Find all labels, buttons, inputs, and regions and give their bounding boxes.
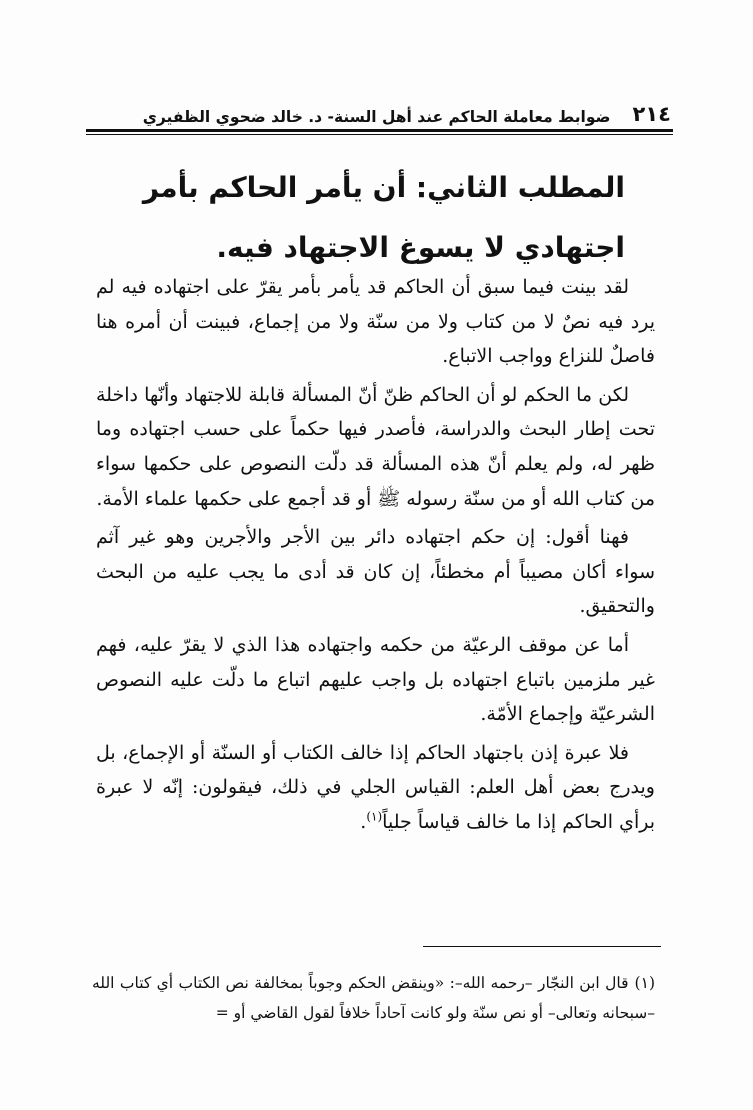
page-number: ٢١٤ [632, 102, 671, 126]
paragraph: أما عن موقف الرعيّة من حكمه واجتهاده هذا الذي لا يقرّ عليه، فهم غير ملزمين باتباع اجتهاده بل واجب عليهم اتباع ما دلّت عليه النصوص الشرعيّة وإجماع الأمّة. [96, 633, 655, 726]
footnote-reference[interactable]: (١) [366, 809, 383, 824]
paragraph-last-end: . [360, 810, 367, 833]
running-header [88, 92, 671, 126]
header-rule [86, 129, 673, 132]
running-title: ضوابط معاملة الحاكم عند أهل السنة- د. خالد ضحوي الظفيري [142, 108, 611, 126]
paragraph-last [96, 736, 655, 840]
section-heading-lead: المطلب الثاني [427, 171, 625, 204]
paragraph: لقد بينت فيما سبق أن الحاكم قد يأمر بأمر يقرّ على اجتهاده فيه لم يرد فيه نصٌ لا من كتاب ولا من سنّة ولا من إجماع، فبينت أن أمره هنا فاصلٌ للنزاع وواجب الاتباع. [96, 276, 655, 368]
footnote-text: قال ابن النجّار –رحمه الله–: «وينقض الحكم وجوباً بمخالفة نص الكتاب أي كتاب الله –سبحانه وتعالى– أو نص سنّة ولو كانت آحاداً خلافاً لقول القاضي أو = [92, 974, 655, 1022]
body-text [96, 270, 655, 840]
paragraph: فهنا أقول: إن حكم اجتهاده دائر بين الأجر والأجرين وهو غير آثم سواء أكان مصيباً أم مخطئاً، إن كان قد أدى ما يجب عليه من البحث والتحقيق. [96, 526, 655, 618]
paragraph: لكن ما الحكم لو أن الحاكم ظنّ أنّ المسألة قابلة للاجتهاد وأنّها داخلة تحت إطار البحث والدراسة، فأصدر فيها حكماً على حسب اجتهاده وما ظهر له، ولم يعلم أنّ هذه المسألة قد دلّت النصوص على حكمها سواء من كتاب الله أو من سنّة رسوله ﷺ أو قد أجمع على حكمها علماء الأمة. [96, 383, 655, 510]
footnote [92, 968, 655, 1028]
header-rule-secondary [86, 134, 673, 135]
paragraph-last-text: فلا عبرة إذن باجتهاد الحاكم إذا خالف الكتاب أو السنّة أو الإجماع، بل ويدرج بعض أهل العلم: القياس الجلي في ذلك، فيقولون: إنّه لا عبرة برأي الحاكم إذا ما خالف قياساً جلياً [96, 741, 655, 833]
footnote-number: (١) [634, 974, 655, 992]
footnote-separator [423, 946, 661, 947]
footnotes [92, 968, 655, 1028]
section-heading-title: : أن يأمر الحاكم بأمر اجتهادي لا يسوغ الاجتهاد فيه. [142, 171, 625, 264]
section-heading [100, 158, 625, 278]
